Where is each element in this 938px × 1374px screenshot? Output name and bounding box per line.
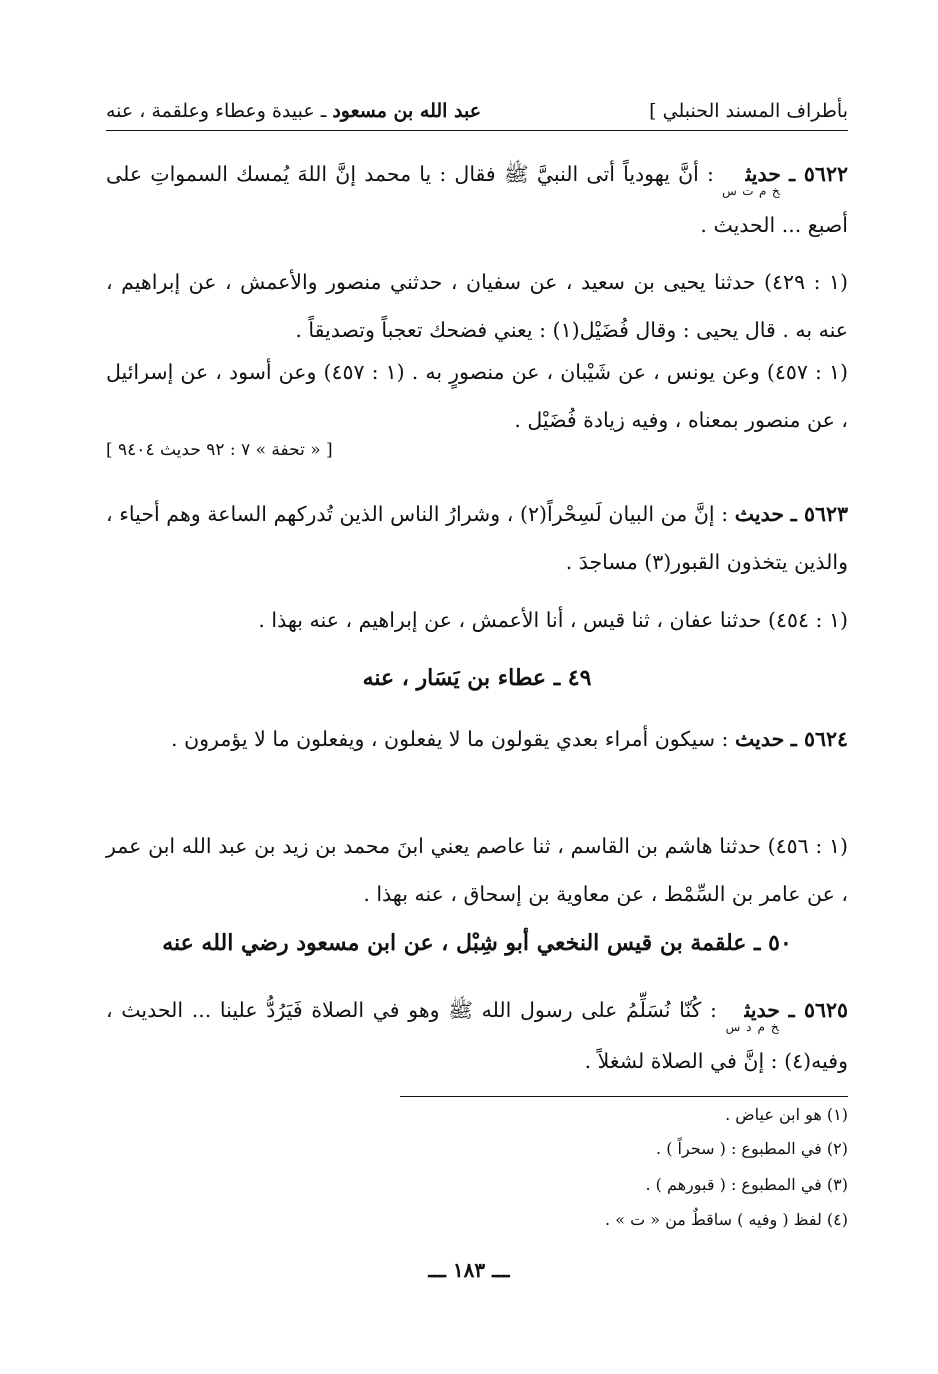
hadith-keyword: حديث: [734, 727, 785, 751]
hadith-5624-isnad: (١ : ٤٥٦) حدثنا هاشم بن القاسم ، ثنا عاصم يعني ابنَ محمد بن زيد بن عبد الله ابن عمر ، عن عامر بن السِّمْط ، عن معاوية بن إسحاق ، عنه بهذا .: [106, 834, 848, 906]
hadith-matn: : إنَّ من البيان لَسِحْراً(٢) ، وشرارُ الناس الذين تُدركهم الساعة وهم أحياء ، والذين يتخذون القبور(٣) مساجدَ .: [106, 502, 848, 574]
footnote-1: (١) هو ابن عياض .: [725, 1105, 848, 1124]
header-book-title: بأطراف المسند الحنبلي ]: [649, 100, 848, 122]
header-chapter-bold: عبد الله بن مسعود: [332, 100, 482, 122]
header-chapter-title: [106, 100, 481, 122]
hadith-sigla: خ م د س: [725, 1020, 779, 1034]
hadith-keyword: حديث: [744, 998, 780, 1022]
hadith-keyword: حديث: [745, 162, 781, 186]
hadith-keyword: حديث: [734, 502, 785, 526]
hadith-5623-isnad: (١ : ٤٥٤) حدثنا عفان ، ثنا قيس ، أنا الأعمش ، عن إبراهيم ، عنه بهذا .: [258, 608, 848, 632]
hadith-matn: : سيكون أمراء بعدي يقولون ما لا يفعلون ، ويفعلون ما لا يؤمرون .: [171, 727, 735, 751]
footnote-3: (٣) في المطبوع : ( قبورهم ) .: [645, 1175, 848, 1194]
footnote-2: (٢) في المطبوع : ( سحراً ) .: [656, 1139, 848, 1158]
running-header: [106, 98, 848, 131]
hadith-sigla: خ م ت س: [722, 184, 780, 198]
hadith-5622-isnad-1: (١ : ٤٢٩) حدثنا يحيى بن سعيد ، عن سفيان ، حدثني منصور والأعمش ، عن إبراهيم ، عنه به . قال يحيى : وقال فُضَيْل(١) : يعني فضحك تعجباً وتصديقاً .: [106, 270, 848, 342]
hadith-5622-text: [106, 150, 848, 249]
section-50-title: ٥٠ ـ علقمة بن قيس النخعي أبو شِبْل ، عن ابن مسعود رضي الله عنه: [162, 930, 792, 956]
hadith-matn: : أنَّ يهودياً أتى النبيَّ ﷺ فقال : يا محمد إنَّ اللهَ يُمسك السمواتِ على أصبع ... الحديث .: [106, 162, 848, 237]
hadith-number: ٥٦٢٤ ـ: [790, 727, 848, 751]
header-chapter-rest: ـ عبيدة وعطاء وعلقمة ، عنه: [106, 100, 333, 122]
section-49-title: ٤٩ ـ عطاء بن يَسَار ، عنه: [362, 665, 592, 691]
tuhfa-reference: [ « تحفة » ٧ : ٩٢ حديث ٩٤٠٤ ]: [106, 440, 333, 460]
hadith-5625-text: [106, 986, 848, 1085]
hadith-matn: : كُنّا نُسَلِّمُ على رسول الله ﷺ وهو في الصلاة فَيَرُدُّ علينا ... الحديث ، وفيه(٤) : إنَّ في الصلاة لشغلاً .: [106, 998, 848, 1073]
hadith-number: ٥٦٢٢ ـ: [789, 162, 848, 186]
hadith-5622-isnad-2: (١ : ٤٥٧) وعن يونس ، عن شَيْبان ، عن منصورٍ به . (١ : ٤٥٧) وعن أسود ، عن إسرائيل ، عن منصور بمعناه ، وفيه زيادة فُضَيْل .: [106, 360, 848, 432]
hadith-5623-text: [106, 490, 848, 586]
footnote-separator: [400, 1096, 848, 1097]
hadith-5624-text: [106, 715, 848, 763]
hadith-number: ٥٦٢٣ ـ: [790, 502, 848, 526]
hadith-number: ٥٦٢٥ ـ: [788, 998, 848, 1022]
page-number: ـــ ١٨٣ ـــ: [428, 1258, 510, 1282]
footnote-4: (٤) لفظ ( وفيه ) ساقطٌ من « ت » .: [605, 1210, 848, 1229]
